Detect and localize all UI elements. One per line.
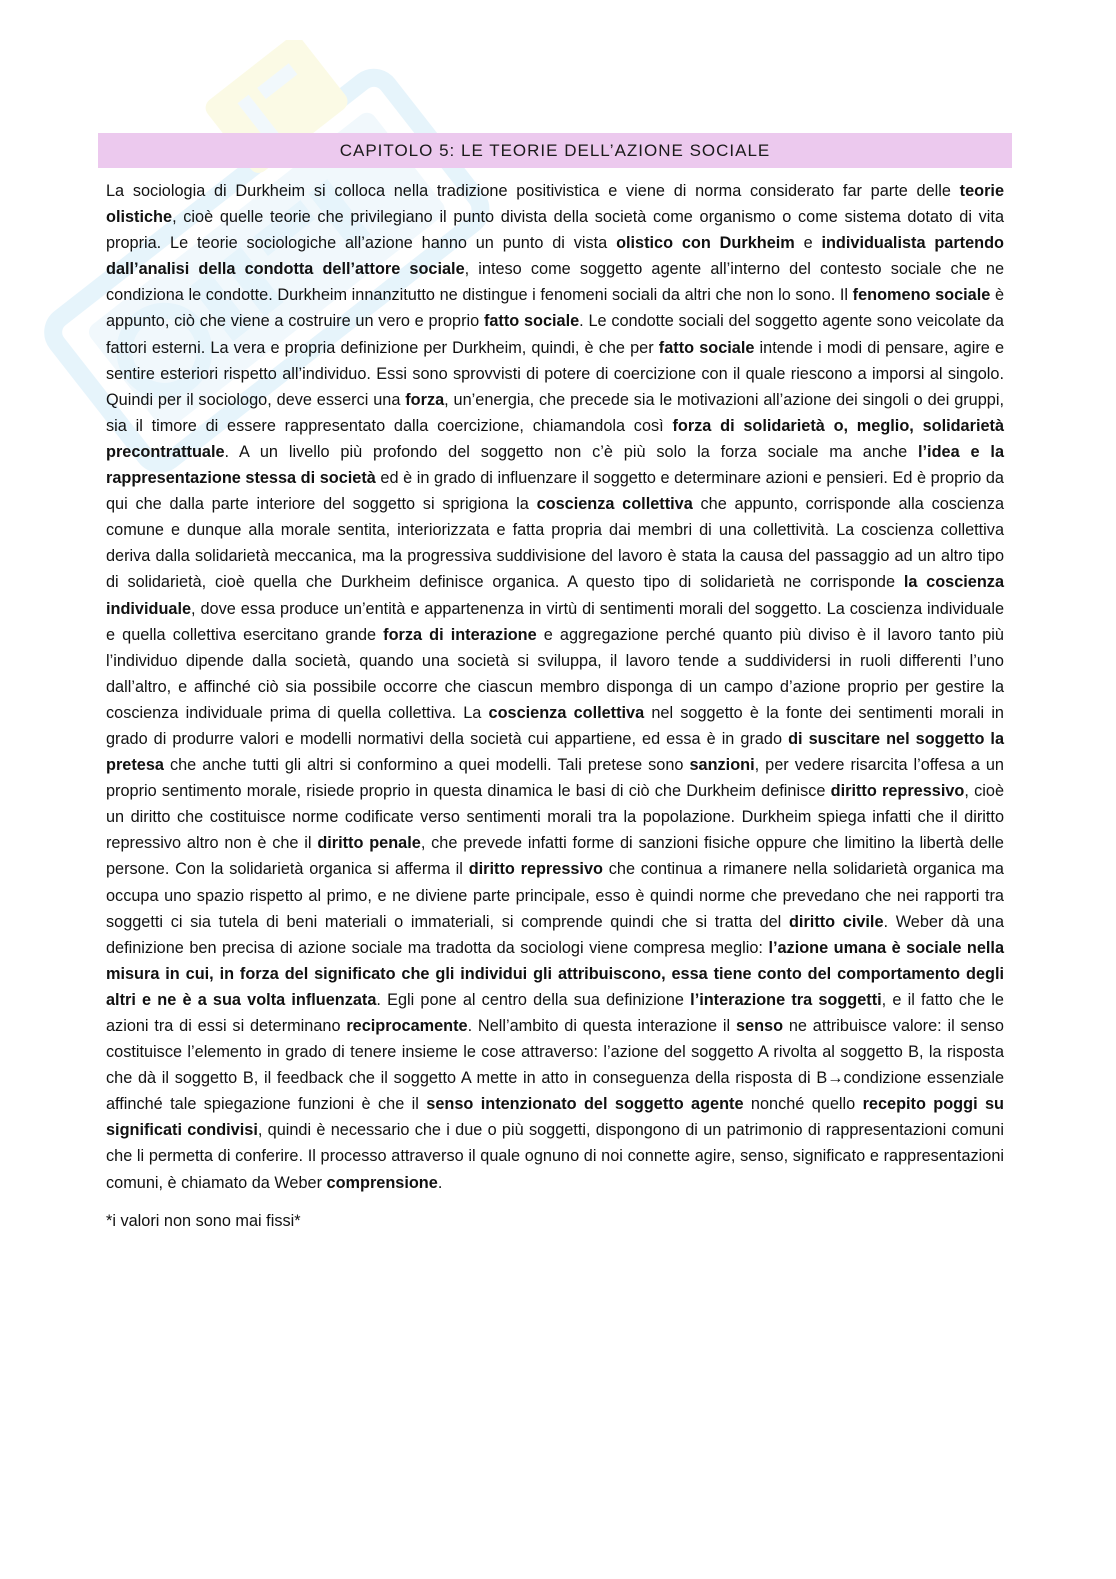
bold-term: sanzioni: [689, 756, 755, 775]
bold-term: fatto sociale: [658, 338, 755, 357]
bold-term: coscienza collettiva: [488, 703, 645, 722]
text-run: ed è in grado di influenzare il soggetto e determinare azioni e pensieri. Ed è proprio da qui che dalla parte interiore del soggetto si sprigiona la: [106, 469, 1004, 514]
bold-term: diritto penale: [317, 834, 421, 853]
bold-term: teorie olistiche: [106, 182, 1004, 227]
bold-term: diritto repressivo: [830, 782, 965, 801]
bold-term: diritto repressivo: [468, 860, 603, 879]
text-run: e: [794, 234, 822, 253]
bold-term: fatto sociale: [483, 312, 580, 331]
text-run: che continua a rimanere nella solidarietà organica ma occupa uno spazio rispetto al primo, e ne diviene parte principale, esso è quindi norme che prevedano che nei rapporti tra soggetti ci sia tutela di beni materiali o immateriali, si comprende quindi che si tratta del: [106, 860, 1004, 931]
text-run: , per vedere risarcita l’offesa a un proprio sentimento morale, risiede proprio in questa dinamica le basi di ciò che Durkheim definisce: [106, 756, 1004, 801]
bold-term: olistico con Durkheim: [616, 234, 795, 253]
bold-term: l’idea e la rappresentazione stessa di società: [106, 442, 1004, 488]
text-run: , che prevede infatti forme di sanzioni fisiche oppure che limitino la libertà delle persone. Con la solidarietà organica si afferma il: [106, 834, 1004, 879]
chapter-title: CAPITOLO 5: LE TEORIE DELL’AZIONE SOCIALE: [339, 140, 771, 160]
bold-term: coscienza collettiva: [536, 495, 693, 514]
bold-term: recepito poggi su significati condivisi: [106, 1095, 1004, 1140]
text-run: . Egli pone al centro della sua definizione: [376, 990, 691, 1009]
bold-term: l’azione umana è sociale nella misura in cui, in forza del significato che gli individui gli attribuiscono, essa tiene conto del comportamento degli altri e ne è a sua volta influenzata: [106, 938, 1004, 1009]
bold-term: forza di interazione: [383, 625, 537, 644]
bold-term: individualista partendo dall’analisi della condotta dell’attore sociale: [106, 234, 1004, 279]
bold-term: senso: [735, 1017, 784, 1035]
text-run: , cioè quelle teorie che privilegiano il punto divista della società come organismo o come sistema dotato di vita propria. Le teorie sociologiche all’azione hanno un punto di vista: [106, 208, 1004, 253]
bold-term: l’interazione tra soggetti: [690, 990, 882, 1009]
text-run: che appunto, corrisponde alla coscienza comune e dunque alla morale sentita, interiorizzata e fatta propria dai membri di una collettività. La coscienza collettiva deriva dalla solidarietà meccanica, ma la progressiva suddivisione del lavoro è stata la causa del passaggio ad un altro tipo di solidarietà, cioè quella che Durkheim definisce organica. A questo tipo di solidarietà ne corrisponde: [106, 495, 1005, 592]
text-run: La sociologia di Durkheim si colloca nella tradizione positivistica e viene di norma considerato far parte delle: [106, 182, 960, 200]
text-run: . Le condotte sociali del soggetto agente sono veicolate da fattori esterni. La vera e propria definizione per Durkheim, quindi, è che per: [106, 312, 1004, 357]
bold-term: comprensione: [326, 1173, 438, 1192]
footnote: *i valori non sono mai fissi*: [106, 1211, 301, 1230]
text-run: . Weber dà una definizione ben precisa di azione sociale ma tradotta da sociologi viene compresa meglio:: [106, 912, 1004, 957]
bold-term: reciprocamente: [346, 1017, 468, 1035]
text-run: nel soggetto è la fonte dei sentimenti morali in grado di produrre valori e modelli normativi della società cui appartiene, ed essa è in grado: [106, 703, 1004, 748]
bold-term: diritto civile: [788, 912, 884, 931]
text-run: , cioè un diritto che costituisce norme codificate verso sentimenti morali tra la popolazione. Durkheim spiega infatti che il diritto repressivo altro non è che il: [106, 782, 1004, 853]
text-run: , quindi è necessario che i due o più soggetti, dispongono di un patrimonio di rappresentazioni comuni che li permetta di conferire. Il processo attraverso il quale ognuno di noi connette agire, senso, significato e rappresentazioni comuni, è chiamato da Weber: [106, 1121, 1004, 1192]
text-run: . A un livello più profondo del soggetto non c’è più solo la forza sociale ma anche: [224, 442, 918, 461]
text-run: , un’energia, che precede sia le motivazioni all’azione dei singoli o dei gruppi, sia il timore di essere rappresentato dalla coercizione, chiamandola così: [106, 390, 1004, 435]
bold-term: senso intenzionato del soggetto agente: [426, 1095, 744, 1114]
bold-term: la coscienza individuale: [106, 573, 1004, 618]
text-run: ne attribuisce valore: il senso costituisce l’elemento in grado di tenere insieme le cose attraverso: l’azione del soggetto A rivolta al soggetto B, la risposta che dà il soggetto B, il feedback che il soggetto A mette in atto in conseguenza della risposta di B→condizione essenziale affinché tale spiegazione funzioni è che il: [106, 1017, 1004, 1114]
bold-term: di suscitare nel soggetto la pretesa: [106, 729, 1005, 775]
text-run: che anche tutti gli altri si conformino a quei modelli. Tali pretese sono: [163, 756, 690, 775]
text-run: , inteso come soggetto agente all’interno del contesto sociale che ne condiziona le condotte. Durkheim innanzitutto ne distingue i fenomeni sociali da altri che non lo sono. Il: [106, 260, 1005, 305]
text-run: .: [437, 1173, 443, 1192]
text-run: . Nell’ambito di questa interazione il: [467, 1017, 736, 1035]
text-run: è appunto, ciò che viene a costruire un vero e proprio: [106, 286, 1004, 331]
text-run: nonché quello: [743, 1095, 863, 1114]
bold-term: forza: [405, 390, 445, 409]
text-run: , e il fatto che le azioni tra di essi si determinano: [106, 990, 1004, 1035]
body-text: [106, 178, 1004, 1234]
bold-term: fenomeno sociale: [852, 286, 991, 305]
main-paragraph: [106, 178, 1004, 1196]
text-run: intende i modi di pensare, agire e sentire esteriori rispetto all’individuo. Essi sono sprovvisti di potere di coercizione con il quale riescono a imporsi al singolo. Quindi per il sociologo, deve esserci una: [106, 338, 1004, 409]
text-run: e aggregazione perché quanto più diviso è il lavoro tanto più l’individuo dipende dalla società, quando una società si sviluppa, il lavoro tende a suddividersi in ruoli differenti l’uno dall’altro, e affinché ciò sia possibile occorre che ciascun membro disponga di un campo d’azione proprio per gestire la coscienza individuale prima di quella collettiva. La: [106, 625, 1004, 722]
bold-term: forza di solidarietà o, meglio, solidarietà precontrattuale: [106, 416, 1005, 461]
text-run: , dove essa produce un’entità e appartenenza in virtù di sentimenti morali del soggetto. La coscienza individuale e quella collettiva esercitano grande: [106, 599, 1004, 644]
chapter-heading-bar: [98, 133, 1012, 168]
